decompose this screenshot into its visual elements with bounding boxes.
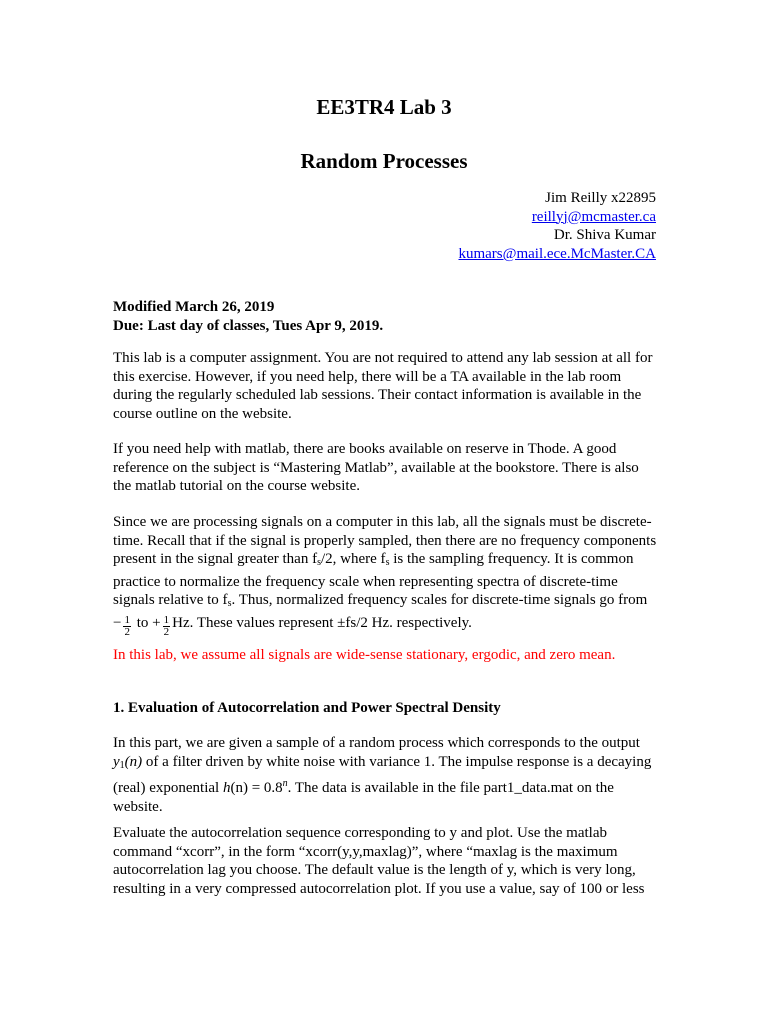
section-1-heading: 1. Evaluation of Autocorrelation and Power Spectral Density [113, 700, 501, 716]
doc-title: EE3TR4 Lab 3 [316, 95, 452, 119]
section-1-paragraph-2: Evaluate the autocorrelation sequence corresponding to y and plot. Use the matlab command “xcorr”, in the form “xcorr(y,y,maxlag)”, where “maxlag is the maximum autocorrelation lag you choose. The default value is the length of y, which is very long, resulting in a very compressed autocorrelation plot. If you use a value, say of 100 or less [113, 825, 645, 897]
section-1-paragraph-1: In this part, we are given a sample of a random process which corresponds to the output $y_1(n)$ of a filter driven by white noise with variance 1. The impulse response is a decaying (real) exponential $h(n) = 0.8^n$. The data is available in the file part1_data.mat on the website. [113, 735, 652, 815]
fraction-minus-half: $\frac{1}{2}$ [124, 613, 130, 638]
assumption-note: In this lab, we assume all signals are wide-sense stationary, ergodic, and zero mean. [113, 647, 616, 663]
due-date: Due: Last day of classes, Tues Apr 9, 2019. [113, 317, 384, 334]
dates-block [113, 298, 658, 335]
author-name-reilly: Jim Reilly x22895 [545, 190, 656, 206]
minus-sign: − [113, 614, 122, 631]
doc-subtitle: Random Processes [300, 149, 468, 173]
paragraph-intro: This lab is a computer assignment. You are not required to attend any lab session at all for this exercise. However, if you need help, there will be a TA available in the lab room during the regularly scheduled lab sessions. Their contact information is available in the course outline on the website. [113, 350, 653, 422]
email-link-kumar[interactable]: kumars@mail.ece.McMaster.CA [458, 245, 656, 262]
paragraph-matlab-help: If you need help with matlab, there are books available on reserve in Thode. A good reference on the subject is “Mastering Matlab”, available at the bookstore. There is also the matlab tutorial on the course website. [113, 441, 639, 495]
author-block [400, 189, 656, 263]
author-name-kumar: Dr. Shiva Kumar [553, 227, 656, 244]
email-link-reilly[interactable]: reillyj@mcmaster.ca [531, 208, 656, 225]
paragraph-discrete-time: Since we are processing signals on a computer in this lab, all the signals must be discrete-time. Recall that if the signal is properly sampled, then there are no frequency components present in the signal greater than $f_s/2$, where $f_s$ is the sampling frequency. It is common practice to normalize the frequency scale when representing spectra of discrete-time signals relative to $f_s$. Thus, normalized frequency scales for discrete-time signals go from − $\frac{1}{2}$ to + $\frac{1}{2}$ Hz. These values represent ±fs/2 Hz. respectively. [113, 514, 657, 638]
modified-date: Modified March 26, 2019 [113, 299, 275, 315]
fraction-plus-half: $\frac{1}{2}$ [163, 613, 170, 638]
plus-sign: + [152, 614, 161, 631]
